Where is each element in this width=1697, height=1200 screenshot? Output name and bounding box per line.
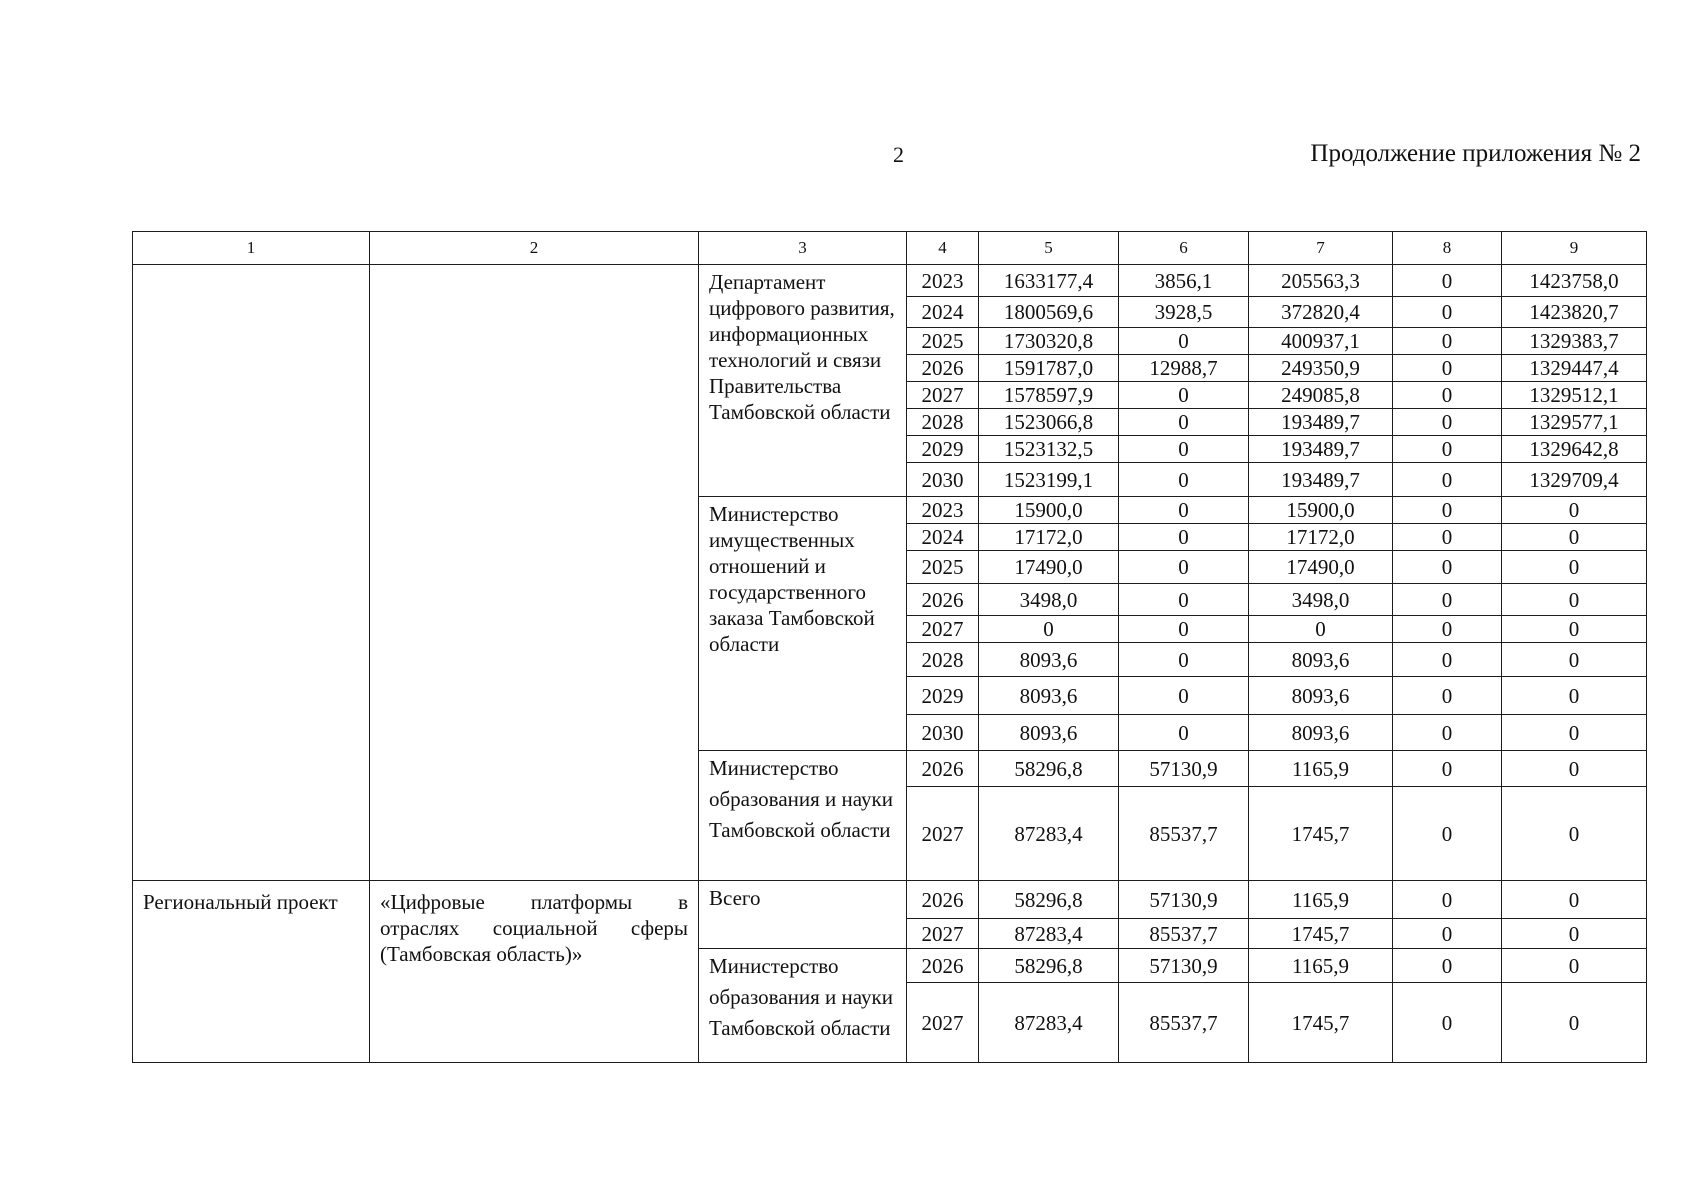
other-cell: 1329512,1 xyxy=(1502,382,1647,409)
column-number-1: 1 xyxy=(133,232,370,265)
other-cell: 1329642,8 xyxy=(1502,436,1647,463)
total-cell: 8093,6 xyxy=(979,715,1119,751)
other-cell: 0 xyxy=(1502,751,1647,787)
table-row xyxy=(133,265,1647,297)
other-cell: 0 xyxy=(1502,616,1647,643)
local-cell: 0 xyxy=(1393,328,1502,355)
column-number-9: 9 xyxy=(1502,232,1647,265)
total-cell: 1523132,5 xyxy=(979,436,1119,463)
executor-cell: Всего xyxy=(699,881,907,949)
regional-cell: 249350,9 xyxy=(1249,355,1393,382)
year-cell: 2027 xyxy=(907,919,979,949)
regional-cell: 0 xyxy=(1249,616,1393,643)
regional-cell: 8093,6 xyxy=(1249,677,1393,715)
regional-cell: 372820,4 xyxy=(1249,297,1393,328)
year-cell: 2024 xyxy=(907,524,979,551)
column-number-8: 8 xyxy=(1393,232,1502,265)
federal-cell: 0 xyxy=(1119,584,1249,616)
other-cell: 0 xyxy=(1502,983,1647,1063)
total-cell: 1800569,6 xyxy=(979,297,1119,328)
total-cell: 87283,4 xyxy=(979,919,1119,949)
local-cell: 0 xyxy=(1393,463,1502,497)
federal-cell: 0 xyxy=(1119,328,1249,355)
federal-cell: 0 xyxy=(1119,436,1249,463)
other-cell: 0 xyxy=(1502,551,1647,584)
federal-cell: 85537,7 xyxy=(1119,983,1249,1063)
total-cell: 1730320,8 xyxy=(979,328,1119,355)
total-cell: 1578597,9 xyxy=(979,382,1119,409)
local-cell: 0 xyxy=(1393,355,1502,382)
year-cell: 2026 xyxy=(907,355,979,382)
year-cell: 2026 xyxy=(907,584,979,616)
regional-cell: 1745,7 xyxy=(1249,983,1393,1063)
regional-cell: 17490,0 xyxy=(1249,551,1393,584)
local-cell: 0 xyxy=(1393,949,1502,983)
column-number-4: 4 xyxy=(907,232,979,265)
federal-cell: 0 xyxy=(1119,643,1249,677)
other-cell: 1423820,7 xyxy=(1502,297,1647,328)
year-cell: 2024 xyxy=(907,297,979,328)
regional-cell: 249085,8 xyxy=(1249,382,1393,409)
local-cell: 0 xyxy=(1393,297,1502,328)
other-cell: 0 xyxy=(1502,497,1647,524)
other-cell: 0 xyxy=(1502,715,1647,751)
total-cell: 0 xyxy=(979,616,1119,643)
federal-cell: 3928,5 xyxy=(1119,297,1249,328)
local-cell: 0 xyxy=(1393,919,1502,949)
local-cell: 0 xyxy=(1393,524,1502,551)
column-number-row xyxy=(133,232,1647,265)
year-cell: 2026 xyxy=(907,881,979,919)
local-cell: 0 xyxy=(1393,983,1502,1063)
total-cell: 87283,4 xyxy=(979,787,1119,881)
total-cell: 1591787,0 xyxy=(979,355,1119,382)
federal-cell: 85537,7 xyxy=(1119,919,1249,949)
local-cell: 0 xyxy=(1393,715,1502,751)
local-cell: 0 xyxy=(1393,616,1502,643)
local-cell: 0 xyxy=(1393,497,1502,524)
year-cell: 2030 xyxy=(907,463,979,497)
total-cell: 58296,8 xyxy=(979,881,1119,919)
total-cell: 15900,0 xyxy=(979,497,1119,524)
project-name-cell: «Цифровые платформы в отраслях социальной сферы (Тамбовская область)» xyxy=(370,881,699,1063)
regional-cell: 8093,6 xyxy=(1249,715,1393,751)
total-cell: 17172,0 xyxy=(979,524,1119,551)
regional-cell: 1165,9 xyxy=(1249,751,1393,787)
executor-cell: Министерство образования и науки Тамбовской области xyxy=(699,751,907,881)
total-cell: 58296,8 xyxy=(979,949,1119,983)
other-cell: 0 xyxy=(1502,881,1647,919)
other-cell: 0 xyxy=(1502,787,1647,881)
year-cell: 2030 xyxy=(907,715,979,751)
year-cell: 2027 xyxy=(907,382,979,409)
regional-cell: 1745,7 xyxy=(1249,919,1393,949)
federal-cell: 0 xyxy=(1119,382,1249,409)
local-cell: 0 xyxy=(1393,265,1502,297)
other-cell: 1329383,7 xyxy=(1502,328,1647,355)
column-number-3: 3 xyxy=(699,232,907,265)
federal-cell: 85537,7 xyxy=(1119,787,1249,881)
total-cell: 3498,0 xyxy=(979,584,1119,616)
federal-cell: 0 xyxy=(1119,715,1249,751)
regional-cell: 193489,7 xyxy=(1249,409,1393,436)
year-cell: 2029 xyxy=(907,677,979,715)
other-cell: 0 xyxy=(1502,524,1647,551)
column-number-5: 5 xyxy=(979,232,1119,265)
total-cell: 8093,6 xyxy=(979,643,1119,677)
year-cell: 2027 xyxy=(907,616,979,643)
year-cell: 2026 xyxy=(907,751,979,787)
federal-cell: 57130,9 xyxy=(1119,881,1249,919)
year-cell: 2025 xyxy=(907,328,979,355)
regional-cell: 17172,0 xyxy=(1249,524,1393,551)
local-cell: 0 xyxy=(1393,643,1502,677)
year-cell: 2029 xyxy=(907,436,979,463)
regional-cell: 1745,7 xyxy=(1249,787,1393,881)
year-cell: 2023 xyxy=(907,265,979,297)
other-cell: 0 xyxy=(1502,919,1647,949)
year-cell: 2026 xyxy=(907,949,979,983)
local-cell: 0 xyxy=(1393,584,1502,616)
executor-cell: Министерство образования и науки Тамбовской области xyxy=(699,949,907,1063)
project-type-cell: Региональный проект xyxy=(133,881,370,1063)
regional-cell: 205563,3 xyxy=(1249,265,1393,297)
local-cell: 0 xyxy=(1393,751,1502,787)
project-name-cell xyxy=(370,265,699,881)
other-cell: 0 xyxy=(1502,584,1647,616)
total-cell: 87283,4 xyxy=(979,983,1119,1063)
federal-cell: 12988,7 xyxy=(1119,355,1249,382)
year-cell: 2025 xyxy=(907,551,979,584)
regional-cell: 400937,1 xyxy=(1249,328,1393,355)
other-cell: 1423758,0 xyxy=(1502,265,1647,297)
local-cell: 0 xyxy=(1393,436,1502,463)
local-cell: 0 xyxy=(1393,881,1502,919)
table-row xyxy=(133,881,1647,919)
federal-cell: 0 xyxy=(1119,616,1249,643)
column-number-2: 2 xyxy=(370,232,699,265)
federal-cell: 0 xyxy=(1119,551,1249,584)
other-cell: 1329709,4 xyxy=(1502,463,1647,497)
total-cell: 1523199,1 xyxy=(979,463,1119,497)
federal-cell: 57130,9 xyxy=(1119,949,1249,983)
regional-cell: 193489,7 xyxy=(1249,436,1393,463)
local-cell: 0 xyxy=(1393,409,1502,436)
federal-cell: 0 xyxy=(1119,409,1249,436)
local-cell: 0 xyxy=(1393,677,1502,715)
year-cell: 2028 xyxy=(907,409,979,436)
year-cell: 2027 xyxy=(907,787,979,881)
local-cell: 0 xyxy=(1393,382,1502,409)
table-body xyxy=(133,232,1647,1063)
regional-cell: 1165,9 xyxy=(1249,881,1393,919)
regional-cell: 193489,7 xyxy=(1249,463,1393,497)
regional-cell: 8093,6 xyxy=(1249,643,1393,677)
page-number: 2 xyxy=(893,142,904,167)
total-cell: 1523066,8 xyxy=(979,409,1119,436)
federal-cell: 0 xyxy=(1119,497,1249,524)
other-cell: 0 xyxy=(1502,677,1647,715)
column-number-6: 6 xyxy=(1119,232,1249,265)
federal-cell: 0 xyxy=(1119,677,1249,715)
funding-table xyxy=(132,231,1647,1063)
federal-cell: 57130,9 xyxy=(1119,751,1249,787)
total-cell: 58296,8 xyxy=(979,751,1119,787)
column-number-7: 7 xyxy=(1249,232,1393,265)
regional-cell: 1165,9 xyxy=(1249,949,1393,983)
federal-cell: 3856,1 xyxy=(1119,265,1249,297)
year-cell: 2027 xyxy=(907,983,979,1063)
regional-cell: 15900,0 xyxy=(1249,497,1393,524)
year-cell: 2023 xyxy=(907,497,979,524)
project-type-cell xyxy=(133,265,370,881)
regional-cell: 3498,0 xyxy=(1249,584,1393,616)
local-cell: 0 xyxy=(1393,551,1502,584)
other-cell: 0 xyxy=(1502,949,1647,983)
federal-cell: 0 xyxy=(1119,524,1249,551)
executor-cell: Департамент цифрового развития, информационных технологий и связи Правительства Тамбовской области xyxy=(699,265,907,497)
executor-cell: Министерство имущественных отношений и государственного заказа Тамбовской области xyxy=(699,497,907,751)
appendix-caption: Продолжение приложения № 2 xyxy=(1310,140,1641,167)
year-cell: 2028 xyxy=(907,643,979,677)
other-cell: 1329447,4 xyxy=(1502,355,1647,382)
total-cell: 17490,0 xyxy=(979,551,1119,584)
local-cell: 0 xyxy=(1393,787,1502,881)
total-cell: 8093,6 xyxy=(979,677,1119,715)
other-cell: 1329577,1 xyxy=(1502,409,1647,436)
other-cell: 0 xyxy=(1502,643,1647,677)
total-cell: 1633177,4 xyxy=(979,265,1119,297)
federal-cell: 0 xyxy=(1119,463,1249,497)
